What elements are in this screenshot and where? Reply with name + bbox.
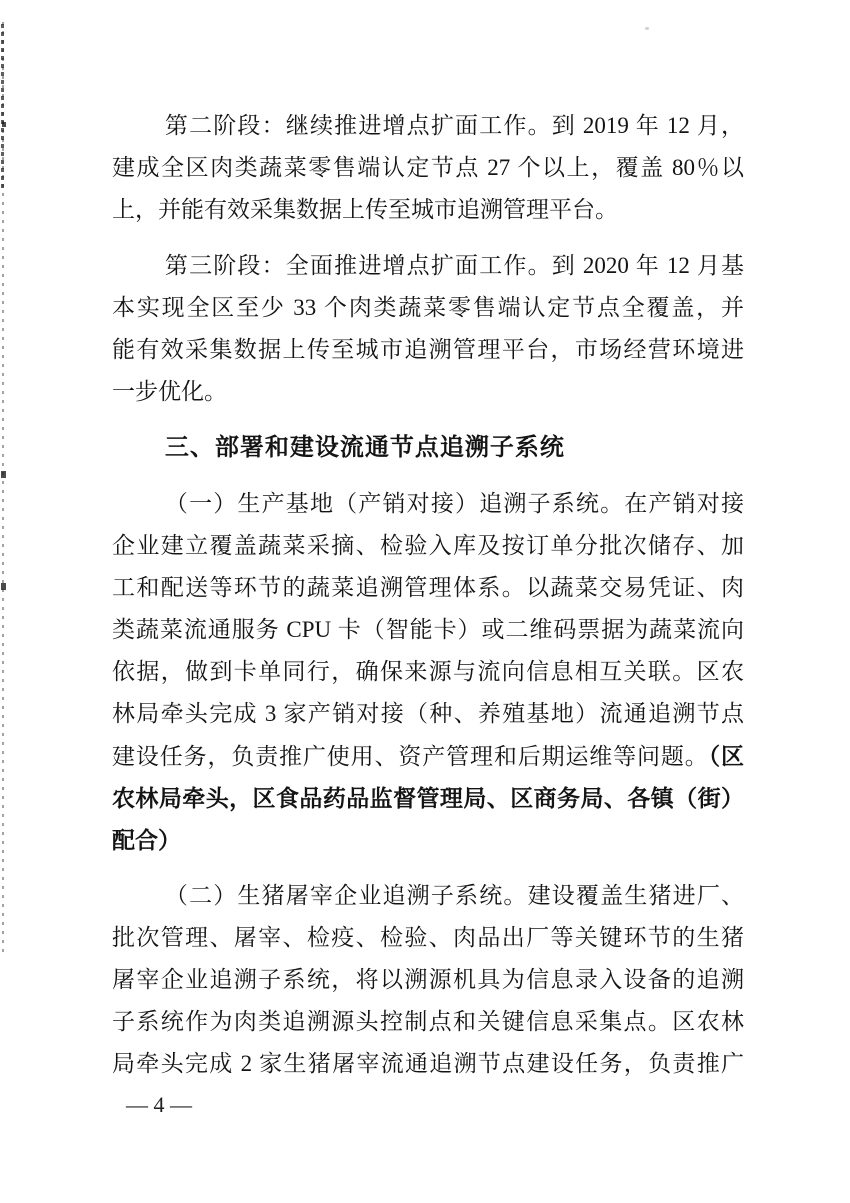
text-line — [112, 371, 744, 413]
text-line — [112, 287, 744, 329]
body-text: （一）生产基地（产销对接）追溯子系统。在产销对接 — [164, 491, 744, 516]
body-text: 建成全区肉类蔬菜零售端认定节点 27 个以上，覆盖 80％以 — [112, 155, 744, 180]
text-line — [112, 105, 744, 147]
text-line — [112, 567, 744, 609]
text-line — [112, 483, 744, 525]
text-line — [112, 147, 744, 189]
body-text: 一步优化。 — [112, 379, 227, 404]
section-heading — [112, 427, 744, 469]
text-line — [112, 875, 744, 917]
emphasis-text: 农林局牵头，区食品药品监督管理局、区商务局、各镇（街） — [112, 785, 744, 811]
text-line — [112, 1001, 744, 1043]
scan-artifact-speck — [1, 471, 6, 478]
text-block — [112, 105, 744, 1085]
body-text: 第二阶段：继续推进增点扩面工作。到 2019 年 12 月， — [164, 113, 744, 138]
body-text: 建设任务，负责推广使用、资产管理和后期运维等问题。 — [112, 744, 709, 769]
body-text: 第三阶段：全面推进增点扩面工作。到 2020 年 12 月基 — [164, 253, 744, 278]
body-text: （二）生猪屠宰企业追溯子系统。建设覆盖生猪进厂、 — [164, 883, 744, 908]
body-text: 批次管理、屠宰、检疫、检验、肉品出厂等关键环节的生猪 — [112, 925, 744, 950]
page-number: — 4 — — [126, 1092, 192, 1117]
body-text: 屠宰企业追溯子系统，将以溯源机具为信息录入设备的追溯 — [112, 967, 744, 992]
text-line — [112, 819, 744, 861]
emphasis-text: （区 — [708, 743, 745, 769]
scan-artifact-speck — [1, 583, 6, 590]
text-line — [112, 735, 744, 777]
text-line — [112, 329, 744, 371]
body-text: 能有效采集数据上传至城市追溯管理平台，市场经营环境进 — [112, 337, 744, 362]
body-text: 局牵头完成 2 家生猪屠宰流通追溯节点建设任务，负责推广 — [112, 1051, 744, 1076]
body-text: 工和配送等环节的蔬菜追溯管理体系。以蔬菜交易凭证、肉 — [112, 575, 744, 600]
heading-text: 三、部署和建设流通节点追溯子系统 — [164, 434, 565, 461]
body-text: 企业建立覆盖蔬菜采摘、检验入库及按订单分批次储存、加 — [112, 533, 744, 558]
text-line — [112, 1043, 744, 1085]
text-line — [112, 959, 744, 1001]
text-line — [112, 189, 744, 231]
text-line — [112, 651, 744, 693]
body-text: 子系统作为肉类追溯源头控制点和关键信息采集点。区农林 — [112, 1009, 744, 1034]
text-line — [112, 525, 744, 567]
text-line — [112, 609, 744, 651]
body-text: 类蔬菜流通服务 CPU 卡（智能卡）或二维码票据为蔬菜流向 — [112, 617, 744, 642]
body-text: 林局牵头完成 3 家产销对接（种、养殖基地）流通追溯节点 — [112, 701, 744, 726]
scan-artifact-speck — [2, 122, 6, 127]
text-line — [112, 777, 744, 819]
text-line — [112, 693, 744, 735]
emphasis-text: 配合） — [112, 827, 181, 853]
body-text: 上，并能有效采集数据上传至城市追溯管理平台。 — [112, 197, 618, 222]
text-line — [112, 245, 744, 287]
scan-artifact-speck — [645, 27, 649, 30]
body-text: 本实现全区至少 33 个肉类蔬菜零售端认定节点全覆盖，并 — [112, 295, 744, 320]
scan-artifact-left-edge-top — [1, 24, 4, 189]
text-line — [112, 917, 744, 959]
body-text: 依据，做到卡单同行，确保来源与流向信息相互关联。区农 — [112, 659, 744, 684]
